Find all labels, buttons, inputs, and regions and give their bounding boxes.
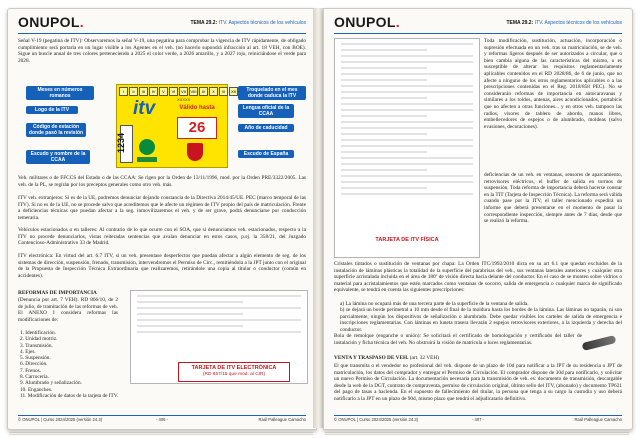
doc-line [341, 157, 473, 159]
list-item: 5. Suspensión. [20, 355, 51, 362]
ccaa-name-bar [137, 157, 157, 162]
month-cell: VII [179, 87, 188, 96]
doc-line [341, 139, 473, 141]
doc-line [137, 325, 243, 327]
page-footer [334, 415, 622, 425]
sub-code: XXXXX [177, 97, 191, 102]
intro-paragraph: Señal V-19 (pegatina de ITV): Observaremos la señal V-19, una pegatina para comprobar la vigencia de ITV rápidamente, de obligado cumplimiento será portarla en un lugar visible a los Agentes en el veh. (no hacerlo supondrá infracción al art. 18 VEH, con BOE). Sigue un buscle anual de tres colores perteneciendo a 2025 el color verde, a 2026 amarillo, y a 2027 rojo, reiniciándose el verde para 2028. [18, 38, 306, 64]
venta-title: VENTA Y TRASPASO DE VEH. (art. 32 VEH) [334, 355, 439, 361]
doc-line [341, 187, 427, 189]
doc-line [341, 49, 427, 51]
list-item: 7. Frenos. [20, 367, 42, 374]
month-cell: I [119, 87, 128, 96]
doc-line [341, 121, 473, 123]
doc-line [341, 103, 473, 105]
doc-line [137, 319, 301, 321]
callout-lengua: Lengua oficial de la CCAA [238, 104, 294, 118]
reformas-continuation-b: deficiencias de un veh. en ventanas, sensores de aparcamiento, retrovisores eléctricos, el buffer de salida en tormos de suspensión. Toda reforma de importancia deberá hacerse constar en la TIT (Tarjeta de Inspección Técnica). La reforma será válida cuando pase por la ITV, el taller mencionado expedirá un informe que deberá presentarse en el momento de pasar la correspondiente inspección, siempre antes de 7 días, desde que se realizó la reforma. [484, 172, 623, 225]
reformas-list [20, 330, 130, 399]
callout-troquelado: Troquelado en el mes donde caduca la ITV [238, 86, 306, 100]
doc-line [137, 313, 243, 315]
tema-label: TEMA 29.2: ITV. Aspectos técnicos de los vehículos [506, 20, 622, 26]
list-item: 2. Unidad motriz. [20, 336, 58, 343]
doc-line [341, 85, 473, 87]
month-cell: II [129, 87, 138, 96]
onupol-logo: ONUPOL. [334, 14, 400, 30]
list-item: 10. Enganches. [20, 386, 53, 393]
valid-until-label: Válido hasta [179, 105, 215, 111]
tarjeta-electronica-sub: (RD 667/15 que mod. al CIR) [202, 372, 266, 377]
cristales-item-a: a) La lámina no ocupará más de una tercera parte de la superficie de la ventana de salida. [340, 301, 529, 307]
venta-paragraph: El que transmita o el vendedor no profesional del veh. dispone de un plazo de 10d para notificar a la JPT de su residencia o JPT de matriculación, los datos del comprador y entregar el Permiso de Circulación. El comprador dispone de 30d para notificarlo, y solicitar un nuevo Permiso de Circulación. La documentación necesaria para la transmisión de veh. es: documento de transmisión, descargable desde la web de la DGT, contrato de compraventa, permiso de circulación original, último sello del ITV, (abonado) y documento TP621 del pago de tasas a hacienda. En el supuesto de fallecimiento del titular, la persona que tenga a su cargo la custodia y uso deberá notificarlo a la JPT en un plazo de 90d, mismo plazo que tendrá el adjudicatario definitivo. [334, 363, 622, 402]
expiry-year: 26 [177, 117, 217, 139]
list-item: 6. Dirección. [20, 361, 48, 368]
pen-icon [582, 335, 617, 351]
doc-line [341, 193, 473, 195]
doc-line [341, 109, 473, 111]
reformas-intro: (Denuncia por art. 7 VEH). RD 866/10, de 2 de julio, de tramitación de las reformas de veh. El ANEXO I considera reformas las modificaciones de: [18, 297, 118, 323]
electronica-paragraph: ITV electrónica: En virtud del art. 6.7 ITV, si un veh. presentase desperfectos que puedan afectar a algún elemento de seg. de los sistemas de dirección, suspensión, frenado, transmisión, intervendremos el Permiso de Circ., remitiéndola a la JPT junto con el original de la Propuesta de Inspección Técnica Extraordinaria que realizaremos, retirándole una copia al titular o conductor (común en accidentes). [18, 253, 306, 279]
tarjeta-fisica-caption: TARJETA DE ITV FÍSICA [375, 237, 439, 243]
list-item: 4. Ejes. [20, 348, 36, 355]
bola-paragraph: Bola de remolque (enganche o unión): Se solicitará el certificado de homologación y certificado del taller de instalación y ficha técnica del veh. No obstruirá la visión de matrícula o luces reglamentarias. [334, 333, 582, 346]
footer-copyright: © ONUPOL | Curso 2024/2025 (versión 24.3) [18, 417, 103, 422]
onupol-logo: ONUPOL. [18, 14, 84, 30]
footer-author: Raúl Palleague Camacho [258, 417, 306, 422]
page-number: - 407 - [471, 417, 485, 422]
extranjeros-paragraph: ITV veh. extranjeros: Si es de la UE, podremos denunciar dejando constancia de la Directiva 2014/45/UE. PEC (marco temporal de las ITV). Si no es de la UE, no se procede salvo que acreditemos que le afecte un régimen de ITV propio del país de matriculación. Frente a deficiencias técnicas que puedan afectar a la seg. inmovilizaremos el veh. y de ser grave, podrá denunciarse por conducción temeraria. [18, 195, 306, 221]
list-item: 11. Modificación de datos de la tarjeta de ITV. [20, 392, 119, 399]
ccaa-emblem-icon [139, 139, 155, 155]
doc-line [341, 163, 473, 165]
militares-paragraph: Veh. militares o de FFCCS del Estado o de las CCAA: Se rigen por la Orden de 13/11/1996, mod. por la Orden PRE/3322/2005. Las veh. de la PL, se regirán por los preceptos generales como otro veh. más. [18, 175, 306, 188]
callout-logo: Logo de la ITV [26, 106, 78, 114]
doc-line [137, 295, 301, 297]
callout-station-code: Código de estación donde pasó la revisión [26, 123, 86, 137]
doc-line [341, 61, 473, 63]
cristales-item-b: b) se dejará un borde perimetral a 10 mm desde el final de la moldura hasta los bordes de la lámina. Las láminas no taparán, ni son parcialmente, ningún los dispositivos de señalización o alumbrado. Debe quedar visibles los carteles de salida de emergencia e inscripciones reglamentarias. Con láminas en luneta trasera llevarán 2 espejos retrovisores exteriores, a la izquierda y derecha del conductor. [340, 307, 622, 333]
month-cell: VIII [190, 89, 197, 94]
doc-line [341, 91, 473, 93]
month-cell: IV [149, 87, 158, 96]
list-item: 8. Carrocería. [20, 374, 49, 381]
list-item: 3. Transmisión. [20, 342, 53, 349]
left-page [7, 8, 317, 430]
doc-line [341, 151, 427, 153]
doc-line [341, 133, 427, 135]
list-item: 1. Identificación. [20, 330, 57, 336]
reformas-title: REFORMAS DE IMPORTANCIA [18, 290, 97, 296]
doc-line [341, 175, 473, 177]
callout-months: Meses en números romanos [26, 86, 94, 100]
estacionados-paragraph: Vehículos estacionados o en talleres: Al contrario de lo que ocurre con el SOA, que si denunciamos veh. estacionados, respecto a la ITV no procede denunciarlos, vistas reiteradas sentencias que avalan denunciar en estos casos, p.ej. la 358/21, del Juzgado Contencioso-Administrativo 33 de Madrid. [18, 227, 306, 247]
footer-copyright: © ONUPOL | Curso 2024/2025 (versión 24.3) [334, 417, 419, 422]
itv-logo: itv [133, 98, 156, 119]
tarjeta-fisica-image [334, 38, 480, 258]
month-cell: V [159, 87, 168, 96]
doc-line [341, 79, 427, 81]
tarjeta-electronica-caption-box [178, 362, 290, 382]
page-number: - 406 - [155, 417, 169, 422]
month-cell: X [209, 87, 218, 96]
reformas-continuation: Toda modificación, sustitución, actuación, incorporación o supresión efectuada en un veh. tras su matriculación, se de veh. y reformas ligeros después de ser autorizados a circular, que o bien cambia alguna de las características del mismo, o es susceptible de alterar los requisitos reglamentariamente aplicables contenidos en el RD 2028/86, de 6 de junio, que no afecte a ninguno de los otros reglamentarios aplicables o a las prescripciones contenidas en el Reg. 2018/858 PEC). No se considerarán reformas de importancia en autocaravanas y similares a los toldos, antenas, aires acondicionados, portabicis que no afecten a otras funciones... y en otros veh. tampoco las radios, visores de tablero de abordo, manos libres, embellecedores de espejos o de alumbrado, moldeas (salvo evasiones, decoraciones). [484, 38, 622, 130]
month-cell: IX [199, 87, 208, 96]
doc-line [341, 67, 427, 69]
doc-line [341, 127, 473, 129]
month-cell: XII [229, 87, 238, 96]
page-header [18, 15, 306, 34]
tema-label: TEMA 29.2: ITV. Aspectos técnicos de los vehículos [190, 20, 306, 26]
doc-line [341, 73, 473, 75]
callout-ccaa-shield: Escudo y nombre de la CCAA [26, 150, 90, 164]
cristales-paragraph: Cristales tintados o sustitución de ventanas por chapa: La Orden ITC/1992/2010 dicta en su art 6.1 que quedan excluidos de la instalación de láminas plásticas la totalidad de la superficie del parabrisas del veh., sus ventanas laterales anteriores y cualquier otra superficie acristalada incluida en el área de 180º de visión directa hacia delante del conductor. En el caso de se monten sobre vidrios o material para acristalamientos que estén marcados como ventanas de socorro, salida de emergencia o cualquier marca de significado equivalente, se tendrá en cuenta las siguientes prescripciones: [334, 261, 622, 294]
page-stack-left [9, 432, 313, 436]
doc-line [341, 145, 473, 147]
spain-shield-icon [187, 143, 203, 161]
doc-line [137, 331, 301, 333]
doc-line [341, 43, 473, 45]
month-cell: XI [219, 87, 228, 96]
tarjeta-electronica-caption: TARJETA DE ITV ELECTRÓNICA [191, 365, 277, 371]
callout-escudo-espana: Escudo de España [238, 150, 294, 158]
itv-sticker [116, 84, 236, 168]
month-cell: VI [169, 87, 178, 96]
station-code: 1234 [116, 132, 127, 154]
doc-line [137, 301, 243, 303]
open-book [7, 8, 633, 432]
page-footer [18, 415, 306, 425]
doc-line [341, 181, 473, 183]
page-header [334, 15, 622, 34]
doc-line [341, 169, 427, 171]
doc-line [341, 115, 427, 117]
itv-sticker-figure [18, 80, 306, 170]
list-item: 9. Alumbrado y señalización. [20, 380, 82, 387]
station-code-box [116, 125, 133, 163]
doc-line [341, 55, 473, 57]
doc-line [341, 97, 427, 99]
month-cell: III [139, 87, 148, 96]
doc-line [137, 307, 301, 309]
footer-author: Raúl Palleague Camacho [574, 417, 622, 422]
right-page [323, 8, 633, 430]
month-strip [119, 87, 238, 96]
callout-year: Año de caducidad [238, 124, 294, 132]
page-stack-right [325, 432, 629, 436]
